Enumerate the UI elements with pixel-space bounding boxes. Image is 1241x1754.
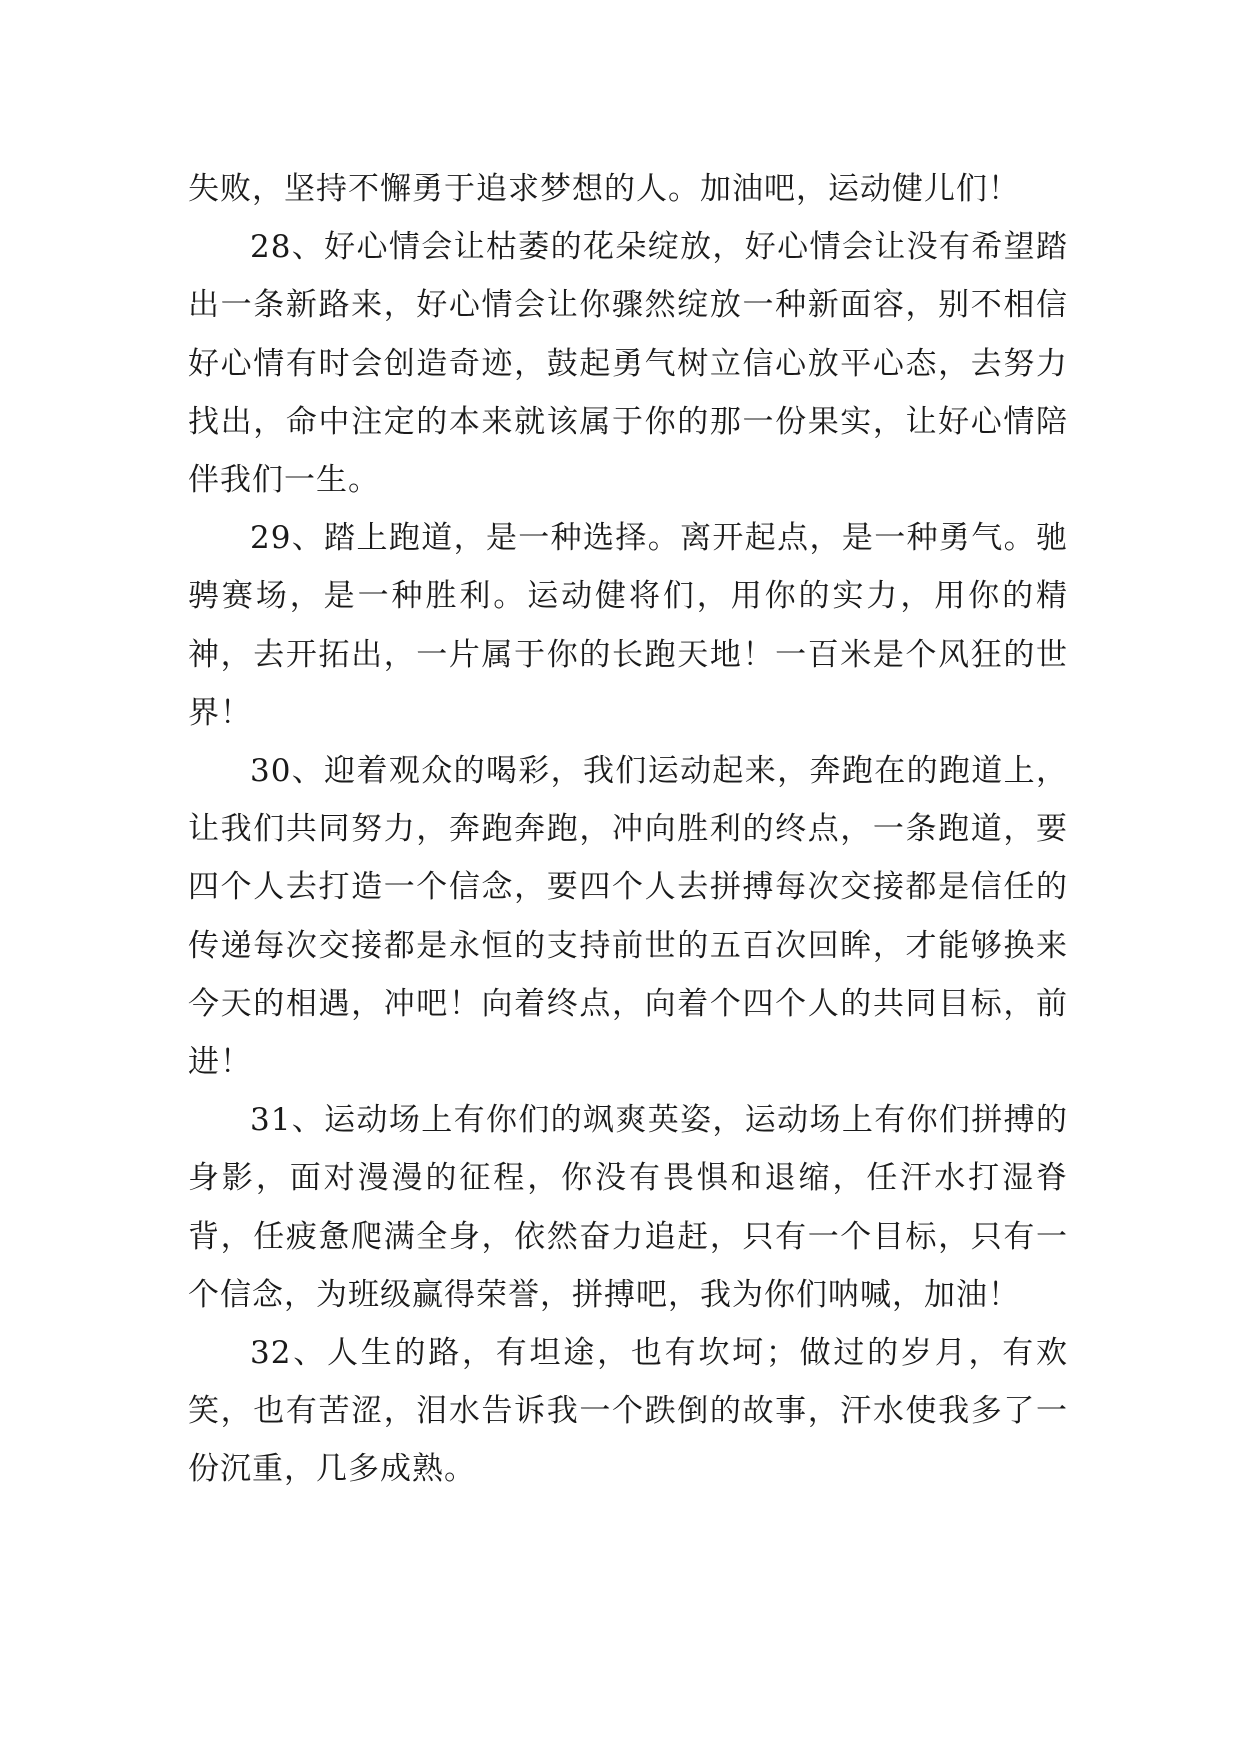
paragraph-continuation: 失败，坚持不懈勇于追求梦想的人。加油吧，运动健儿们！ bbox=[188, 171, 1020, 207]
document-body bbox=[188, 160, 1068, 1499]
paragraph-32: 32、人生的路，有坦途，也有坎坷；做过的岁月，有欢笑，也有苦涩，泪水告诉我一个跌倒的故事，汗水使我多了一份沉重，几多成熟。 bbox=[188, 1335, 1068, 1488]
paragraph-30: 30、迎着观众的喝彩，我们运动起来，奔跑在的跑道上，让我们共同努力，奔跑奔跑，冲向胜利的终点，一条跑道，要四个人去打造一个信念，要四个人去拼搏每次交接都是信任的传递每次交接都是永恒的支持前世的五百次回眸，才能够换来今天的相遇，冲吧！向着终点，向着个四个人的共同目标，前进！ bbox=[188, 753, 1068, 1081]
paragraph-31: 31、运动场上有你们的飒爽英姿，运动场上有你们拼搏的身影，面对漫漫的征程，你没有畏惧和退缩，任汗水打湿脊背，任疲惫爬满全身，依然奋力追赶，只有一个目标，只有一个信念，为班级赢得荣誉，拼搏吧，我为你们呐喊，加油！ bbox=[188, 1102, 1068, 1313]
paragraph-29: 29、踏上跑道，是一种选择。离开起点，是一种勇气。驰骋赛场，是一种胜利。运动健将们，用你的实力，用你的精神，去开拓出，一片属于你的长跑天地！一百米是个风狂的世界！ bbox=[188, 520, 1068, 731]
paragraph-28: 28、好心情会让枯萎的花朵绽放，好心情会让没有希望踏出一条新路来，好心情会让你骤然绽放一种新面容，别不相信好心情有时会创造奇迹，鼓起勇气树立信心放平心态，去努力找出，命中注定的本来就该属于你的那一份果实，让好心情陪伴我们一生。 bbox=[188, 229, 1068, 499]
